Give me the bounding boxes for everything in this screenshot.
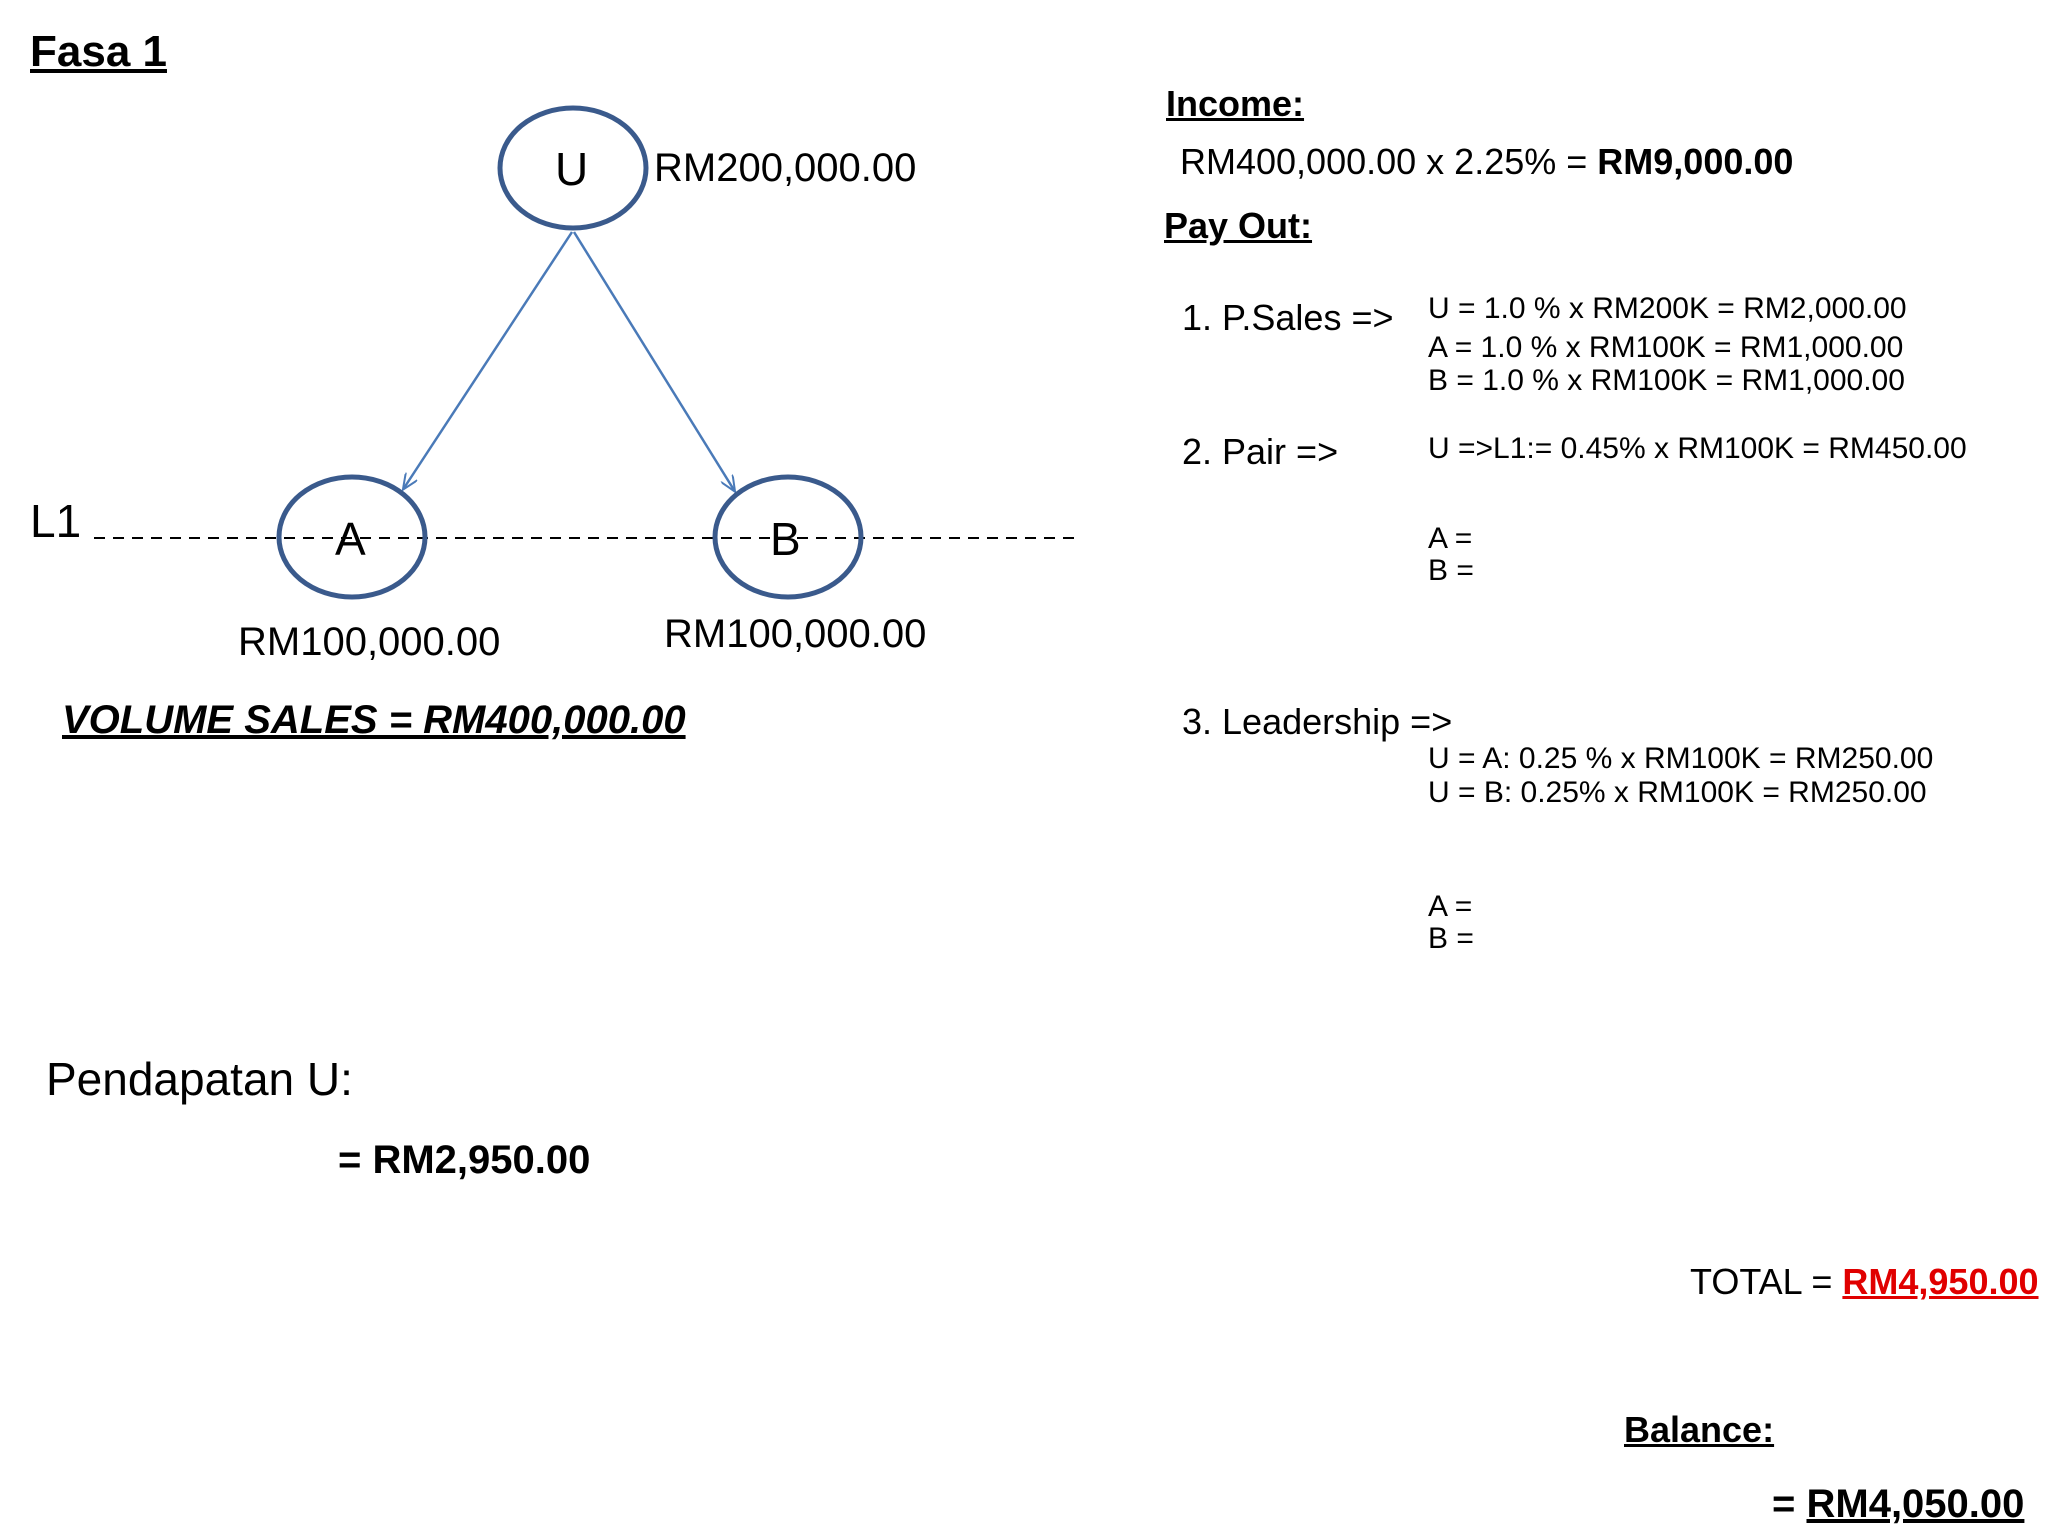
leadership-line-ub: U = B: 0.25% x RM100K = RM250.00 [1428,776,1927,809]
node-a-label: A [335,513,366,565]
total-line [1690,1261,2039,1302]
volume-sales-total: VOLUME SALES = RM400,000.00 [62,698,686,742]
referral-tree-diagram [0,0,1100,700]
psales-line-u: U = 1.0 % x RM200K = RM2,000.00 [1428,292,1907,325]
node-b-label: B [770,513,801,565]
leadership-line-ua: U = A: 0.25 % x RM100K = RM250.00 [1428,742,1934,775]
leadership-label: 3. Leadership => [1182,701,1453,742]
income-header: Income: [1166,83,1305,124]
total-label: TOTAL = [1690,1261,1843,1302]
pendapatan-label: Pendapatan U: [46,1053,353,1105]
node-a-amount: RM100,000.00 [238,620,501,664]
node-u-label: U [555,143,589,195]
psales-line-b: B = 1.0 % x RM100K = RM1,000.00 [1428,364,1905,397]
node-b-amount: RM100,000.00 [664,612,927,656]
balance-value: RM4,050.00 [1806,1482,2025,1526]
income-formula-text: RM400,000.00 x 2.25% = [1180,141,1598,182]
edge-u-b [574,232,734,490]
pendapatan-value: = RM2,950.00 [338,1138,591,1182]
psales-label: 1. P.Sales => [1182,297,1394,338]
psales-line-a: A = 1.0 % x RM100K = RM1,000.00 [1428,331,1904,364]
leadership-line-b: B = [1428,922,1474,955]
pair-line-u: U =>L1:= 0.45% x RM100K = RM450.00 [1428,432,1967,465]
income-result: RM9,000.00 [1597,141,1794,182]
payout-header: Pay Out: [1164,205,1313,246]
leadership-line-a: A = [1428,890,1473,923]
total-value: RM4,950.00 [1842,1261,2039,1302]
edge-u-a [404,232,572,488]
pair-line-a: A = [1428,522,1473,555]
node-u-amount: RM200,000.00 [654,146,917,190]
page-title: Fasa 1 [30,27,167,76]
balance-header: Balance: [1624,1409,1775,1450]
balance-prefix: = [1772,1482,1807,1526]
income-formula [1180,141,1794,182]
balance-line [1772,1484,2024,1524]
level-l1-label: L1 [30,495,82,547]
pair-line-b: B = [1428,554,1474,587]
pair-label: 2. Pair => [1182,431,1339,472]
